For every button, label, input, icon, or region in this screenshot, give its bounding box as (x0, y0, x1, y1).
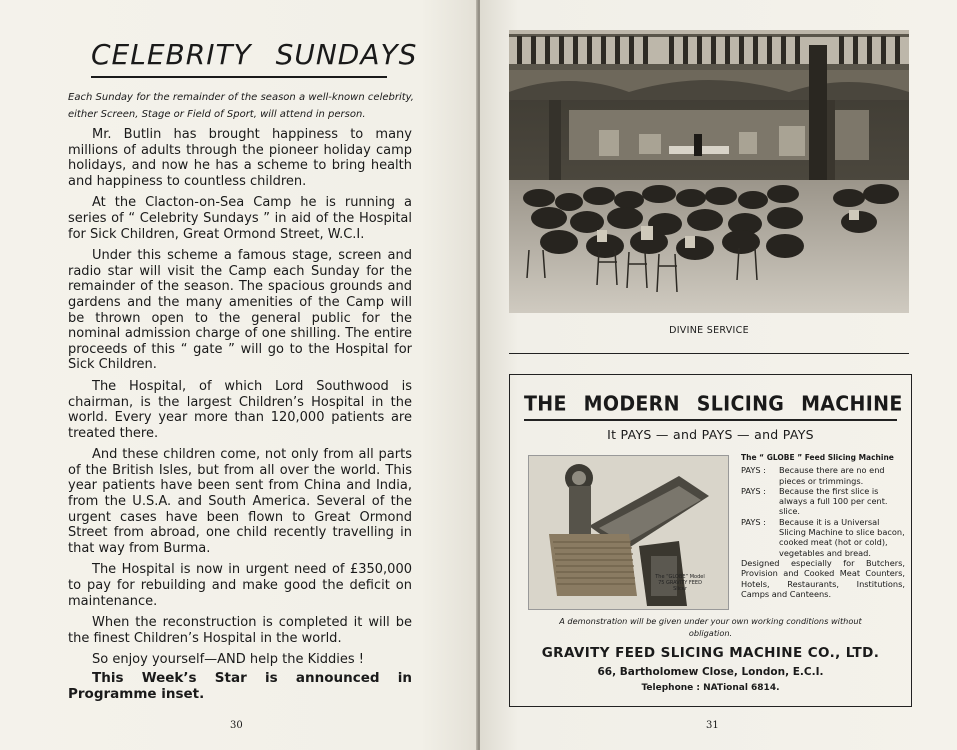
divine-service-photo (509, 30, 909, 313)
designed-for-text: Designed especially for Butchers, Provision and Cooked Meat Counters, Hotels, Restaurants, Institutions, Camps and Canteens. (741, 557, 905, 599)
closing-line: So enjoy yourself—AND help the Kiddies ! (92, 652, 364, 668)
slicing-machine-photo (528, 455, 729, 610)
features-title: The “ GLOBE ” Feed Slicing Machine (741, 453, 894, 462)
article-body (68, 127, 412, 708)
right-page (480, 0, 957, 750)
company-telephone: Telephone : NATional 6814. (641, 683, 780, 693)
feature-value: Because the first slice is always a full 100 per cent. slice. (779, 485, 888, 517)
feature-item (741, 486, 905, 517)
page-number: 31 (706, 720, 719, 731)
section-divider (509, 353, 909, 354)
page-title: CELEBRITY SUNDAYS (91, 38, 418, 71)
feature-key: PAYS : (741, 485, 766, 496)
intro-text: Each Sunday for the remainder of the season a well-known celebrity, either Screen, Stage or Field of Sport, will attend in person. (68, 92, 414, 120)
company-address: 66, Bartholomew Close, London, E.C.I. (597, 666, 824, 678)
feature-value: Because it is a Universal Slicing Machine to slice bacon, cooked meat (hot or cold), vegetables and bread. (779, 516, 905, 558)
feature-value: Because there are no end pieces or trimmings. (779, 465, 885, 486)
demonstration-note: A demonstration will be given under your own working conditions without obligation. (559, 616, 862, 638)
feature-key: PAYS : (741, 465, 766, 476)
slicing-machine-advert (509, 374, 912, 707)
feature-item (741, 517, 905, 558)
article-paragraph: Mr. Butlin has brought happiness to many millions of adults through the pioneer holiday camp holidays, and now he has a scheme to bring health and happiness to countless children. (68, 127, 412, 189)
article-paragraph: At the Clacton-on-Sea Camp he is running a series of “ Celebrity Sundays ” in aid of the Hospital for Sick Children, Great Ormond Street, W.C.I. (68, 195, 412, 242)
article-paragraph: When the reconstruction is completed it will be the finest Children’s Hospital in the world. (68, 615, 412, 646)
machine-model-label: The “GLOBE” Model 75 GRAVITY FEED Slicer (655, 574, 705, 592)
page-number: 30 (230, 720, 243, 731)
star-notice: This Week’s Star is announced in Programme inset. (68, 670, 412, 702)
article-paragraph: The Hospital, of which Lord Southwood is chairman, is the largest Children’s Hospital in the world. Every year more than 120,000 patients are treated there. (68, 378, 412, 441)
left-page (0, 0, 478, 750)
company-name: GRAVITY FEED SLICING MACHINE CO., LTD. (541, 645, 880, 661)
title-underline (91, 76, 387, 78)
article-paragraph: Under this scheme a famous stage, screen and radio star will visit the Camp each Sunday for the remainder of the season. The spacious grounds and gardens and the many amenities of the Camp will be thrown open to the general public for the nominal admission charge of one shilling. The entire proceeds of this “ gate ” will go to the Hospital for Sick Children. (68, 248, 412, 373)
feature-item (741, 465, 905, 486)
ad-headline: THE MODERN SLICING MACHINE (524, 392, 903, 416)
ad-tagline: It PAYS — and PAYS — and PAYS (607, 427, 814, 442)
feature-key: PAYS : (741, 516, 766, 527)
article-paragraph: And these children come, not only from all parts of the British Isles, but from all over the world. This year patients have been sent from China and India, from the U.S.A. and South America. Several of the urgent cases have been flown to Great Ormond Street from abroad, one child recently travelling in that way from Burma. (68, 447, 412, 556)
feature-list (741, 453, 905, 599)
article-paragraph: The Hospital is now in urgent need of £350,000 to pay for rebuilding and make good the deficit on maintenance. (68, 562, 412, 609)
photo-caption: DIVINE SERVICE (669, 325, 749, 336)
ad-headline-rule (524, 419, 897, 421)
